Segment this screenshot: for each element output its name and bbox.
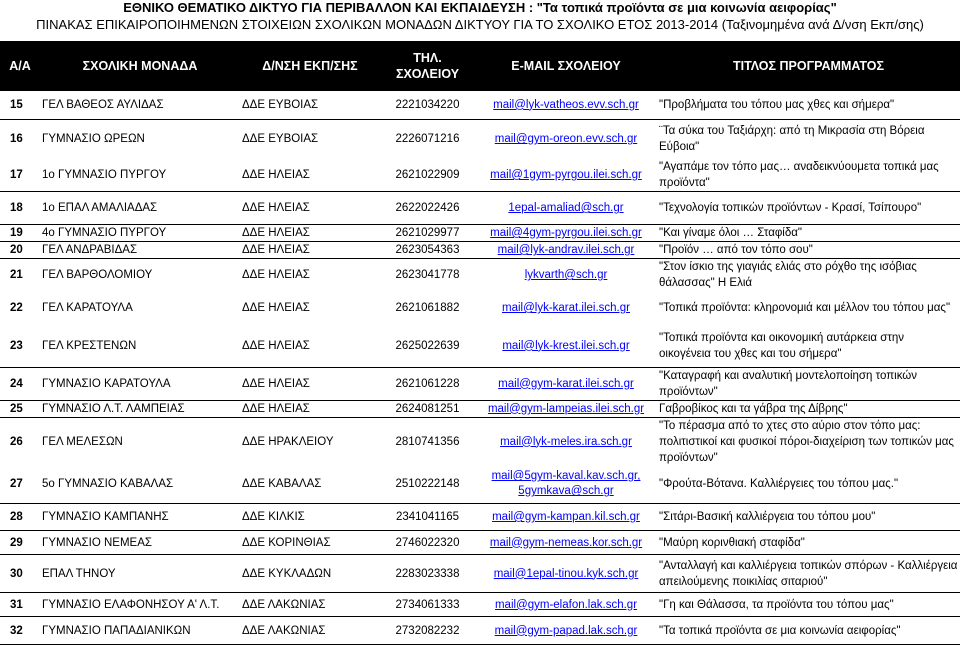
directorate: ΔΔΕ ΗΛΕΙΑΣ	[240, 192, 380, 225]
email-link[interactable]: mail@5gym-kaval.kav.sch.gr, 5gymkava@sch.gr	[475, 466, 657, 504]
row-number: 23	[0, 325, 40, 367]
document-title: ΕΘΝΙΚΟ ΘΕΜΑΤΙΚΟ ΔΙΚΤΥΟ ΓΙΑ ΠΕΡΙΒΑΛΛΟΝ ΚΑΙ ΕΚΠΑΙΔΕΥΣΗ : "Τα τοπικά προϊόντα σε μια κοινωνία αειφορίας"	[123, 0, 837, 15]
row-number: 16	[10, 133, 23, 146]
column-header-email: E-MAIL ΣΧΟΛΕΙΟΥ	[475, 41, 657, 91]
program-title: "Στον ίσκιο της γιαγιάς ελιάς στο ρόχθο της ισόβιας θάλασσας" Η Ελιά	[659, 261, 917, 289]
row-number: 26	[10, 435, 23, 448]
school-name: ΓΥΜΝΑΣΙΟ ΠΑΠΑΔΙΑΝΙΚΩΝ	[40, 617, 240, 645]
program-title: "Μαύρη κορινθιακή σταφίδα"	[657, 531, 960, 555]
email-link[interactable]: mail@4gym-pyrgou.ilei.sch.gr	[475, 225, 657, 242]
email-link[interactable]: mail@gym-lampeias.ilei.sch.gr	[475, 400, 657, 417]
row-number: 21	[10, 269, 23, 281]
program-title: ¨Τα σύκα του Ταξιάρχη: από τη Μικρασία στη Βόρεια Εύβοια"	[659, 125, 925, 154]
email-link[interactable]: mail@lyk-meles.ira.sch.gr	[500, 435, 632, 448]
phone-number: 2621061228	[380, 367, 475, 400]
email-link[interactable]: mail@gym-karat.ilei.sch.gr	[475, 367, 657, 400]
phone-number: 2732082232	[380, 617, 475, 645]
directorate: ΔΔΕ ΗΛΕΙΑΣ	[240, 225, 380, 242]
school-name: ΓΥΜΝΑΣΙΟ ΝΕΜΕΑΣ	[40, 531, 240, 555]
column-header-program: ΤΙΤΛΟΣ ΠΡΟΓΡΑΜΜΑΤΟΣ	[657, 41, 960, 91]
email-link[interactable]: 1epal-amaliad@sch.gr	[475, 192, 657, 225]
school-name: ΓΕΛ ΜΕΛΕΣΩΝ	[42, 435, 123, 448]
school-name: ΓΥΜΝΑΣΙΟ ΩΡΕΩΝ	[42, 133, 145, 146]
directorate: ΔΔΕ ΚΑΒΑΛΑΣ	[240, 466, 380, 504]
row-number: 19	[0, 225, 40, 242]
row-number: 15	[0, 91, 40, 119]
table-row	[0, 531, 960, 555]
directorate: ΔΔΕ ΚΙΛΚΙΣ	[240, 504, 380, 531]
email-link[interactable]: mail@lyk-vatheos.evv.sch.gr	[475, 91, 657, 119]
program-title: "Τοπικά προϊόντα και οικονομική αυτάρκεια στην οικογένεια του χθες και του σήμερα"	[657, 325, 960, 367]
table-row	[0, 400, 960, 417]
email-link[interactable]: mail@1gym-pyrgou.ilei.sch.gr	[475, 159, 657, 192]
email-link[interactable]: mail@1epal-tinou.kyk.sch.gr	[475, 555, 657, 593]
school-name: ΕΠΑΛ ΤΗΝΟΥ	[40, 555, 240, 593]
phone-number: 2226071216	[395, 133, 460, 146]
program-title: "Αγαπάμε τον τόπο μας… αναδεικνύουμετα τοπικά μας προϊόντα"	[657, 159, 960, 192]
phone-number: 2625022639	[380, 325, 475, 367]
document-subtitle: ΠΙΝΑΚΑΣ ΕΠΙΚΑΙΡΟΠΟΙΗΜΕΝΩΝ ΣΤΟΙΧΕΙΩΝ ΣΧΟΛΙΚΩΝ ΜΟΝΑΔΩΝ ΔΙΚΤΥΟΥ ΓΙΑ ΤΟ ΣΧΟΛΙΚΟ ΕΤΟΣ 2013-2014 (Ταξινομημένα ανά Δ/νση Εκπ/σης)	[36, 17, 924, 32]
directorate: ΔΔΕ ΛΑΚΩΝΙΑΣ	[240, 593, 380, 617]
program-title: "Τοπικά προϊόντα: κληρονομιά και μέλλον του τόπου μας"	[659, 302, 951, 314]
program-title: "Προβλήματα του τόπου μας χθες και σήμερα"	[657, 91, 960, 119]
table-row	[0, 417, 960, 466]
program-title: "Τεχνολογία τοπικών προϊόντων - Κρασί, Τσίπουρο"	[657, 192, 960, 225]
directorate: ΔΔΕ ΗΛΕΙΑΣ	[240, 242, 380, 259]
email-link[interactable]: mail@gym-oreon.evv.sch.gr	[494, 133, 638, 146]
program-title: "Καταγραφή και αναλυτική μοντελοποίηση τοπικών προϊόντων"	[657, 367, 960, 400]
school-name: 1ο ΕΠΑΛ ΑΜΑΛΙΑΔΑΣ	[40, 192, 240, 225]
directorate: ΔΔΕ ΗΛΕΙΑΣ	[240, 159, 380, 192]
table-row	[0, 504, 960, 531]
phone-number: 2621029977	[380, 225, 475, 242]
program-title: "Και γίναμε όλοι … Σταφίδα"	[657, 225, 960, 242]
email-link[interactable]: mail@lyk-krest.ilei.sch.gr	[475, 325, 657, 367]
schools-table	[0, 41, 960, 645]
directorate: ΔΔΕ ΗΛΕΙΑΣ	[242, 302, 310, 314]
phone-number: 2622022426	[380, 192, 475, 225]
row-number: 32	[0, 617, 40, 645]
phone-number: 2221034220	[380, 91, 475, 119]
program-title: "Φρούτα-Βότανα. Καλλιέργειες του τόπου μας."	[657, 466, 960, 504]
phone-number: 2623054363	[380, 242, 475, 259]
school-name: 4ο ΓΥΜΝΑΣΙΟ ΠΥΡΓΟΥ	[40, 225, 240, 242]
row-number: 30	[0, 555, 40, 593]
column-header-phone: ΤΗΛ. ΣΧΟΛΕΙΟΥ	[380, 41, 475, 91]
email-link[interactable]: mail@gym-nemeas.kor.sch.gr	[475, 531, 657, 555]
table-row	[0, 119, 960, 159]
directorate: ΔΔΕ ΗΛΕΙΑΣ	[240, 325, 380, 367]
table-row	[0, 242, 960, 259]
directorate: ΔΔΕ ΗΛΕΙΑΣ	[240, 400, 380, 417]
table-row	[0, 91, 960, 119]
row-number: 17	[0, 159, 40, 192]
phone-number: 2623041778	[395, 269, 460, 281]
table-row	[0, 225, 960, 242]
phone-number: 2341041165	[380, 504, 475, 531]
directorate: ΔΔΕ ΚΟΡΙΝΘΙΑΣ	[240, 531, 380, 555]
phone-number: 2734061333	[380, 593, 475, 617]
table-header-row	[0, 41, 960, 91]
row-number: 18	[0, 192, 40, 225]
school-name: ΓΕΛ ΒΑΘΕΟΣ ΑΥΛΙΔΑΣ	[40, 91, 240, 119]
table-row	[0, 593, 960, 617]
school-name: ΓΥΜΝΑΣΙΟ ΚΑΡΑΤΟΥΛΑ	[40, 367, 240, 400]
table-row	[0, 325, 960, 367]
directorate: ΔΔΕ ΛΑΚΩΝΙΑΣ	[240, 617, 380, 645]
phone-number: 2283023338	[380, 555, 475, 593]
school-name: 1ο ΓΥΜΝΑΣΙΟ ΠΥΡΓΟΥ	[40, 159, 240, 192]
row-number: 25	[0, 400, 40, 417]
email-link[interactable]: mail@lyk-andrav.ilei.sch.gr	[475, 242, 657, 259]
table-row	[0, 192, 960, 225]
program-title: "Γη και Θάλασσα, τα προϊόντα του τόπου μας"	[657, 593, 960, 617]
school-name: 5ο ΓΥΜΝΑΣΙΟ ΚΑΒΑΛΑΣ	[40, 466, 240, 504]
row-number: 31	[0, 593, 40, 617]
row-number: 29	[0, 531, 40, 555]
row-number: 27	[0, 466, 40, 504]
program-title: "Τα τοπικά προϊόντα σε μια κοινωνία αειφορίας"	[657, 617, 960, 645]
directorate: ΔΔΕ ΗΛΕΙΑΣ	[242, 269, 310, 281]
phone-number: 2621061882	[395, 302, 460, 314]
school-name: ΓΥΜΝΑΣΙΟ ΕΛΑΦΟΝΗΣΟΥ Α' Λ.Τ.	[40, 593, 240, 617]
program-title: "Προϊόν … από τον τόπο σου"	[657, 242, 960, 259]
column-header-directorate: Δ/ΝΣΗ ΕΚΠ/ΣΗΣ	[240, 41, 380, 91]
phone-number: 2510222148	[380, 466, 475, 504]
table-row	[0, 617, 960, 645]
directorate: ΔΔΕ ΚΥΚΛΑΔΩΝ	[240, 555, 380, 593]
school-name: ΓΕΛ ΚΑΡΑΤΟΥΛΑ	[42, 302, 133, 314]
phone-number: 2624081251	[380, 400, 475, 417]
directorate: ΔΔΕ ΕΥΒΟΙΑΣ	[240, 91, 380, 119]
phone-number: 2746022320	[380, 531, 475, 555]
school-name: ΓΕΛ ΑΝΔΡΑΒΙΔΑΣ	[40, 242, 240, 259]
program-title: "Σιτάρι-Βασική καλλιέργεια του τόπου μου"	[657, 504, 960, 531]
phone-number: 2621022909	[380, 159, 475, 192]
directorate: ΔΔΕ ΗΡΑΚΛΕΙΟΥ	[242, 435, 334, 448]
directorate: ΔΔΕ ΕΥΒΟΙΑΣ	[242, 133, 319, 146]
school-name: ΓΥΜΝΑΣΙΟ ΚΑΜΠΑΝΗΣ	[40, 504, 240, 531]
row-number: 28	[0, 504, 40, 531]
column-header-aa: Α/Α	[0, 41, 40, 91]
table-row	[0, 555, 960, 593]
program-title: Γαβροβίκος και τα γάβρα της Δίβρης"	[657, 400, 960, 417]
email-link[interactable]: mail@lyk-karat.ilei.sch.gr	[502, 302, 630, 314]
school-name: ΓΥΜΝΑΣΙΟ Λ.Τ. ΛΑΜΠΕΙΑΣ	[40, 400, 240, 417]
school-name: ΓΕΛ ΚΡΕΣΤΕΝΩΝ	[40, 325, 240, 367]
email-link[interactable]: mail@gym-kampan.kil.sch.gr	[475, 504, 657, 531]
program-title: "Ανταλλαγή και καλλιέργεια τοπικών σπόρων - Καλλιέργεια απειλούμενης ποικιλίας σιταριού"	[657, 555, 960, 593]
directorate: ΔΔΕ ΗΛΕΙΑΣ	[240, 367, 380, 400]
column-header-school: ΣΧΟΛΙΚΗ ΜΟΝΑΔΑ	[40, 41, 240, 91]
program-title: "Το πέρασμα από το χτες στο αύριο στον τόπο μας: πολιτιστικοί και φυσικοί πόροι-διαχείριση των τοπικών μας προϊόντων"	[659, 419, 954, 464]
school-name: ΓΕΛ ΒΑΡΘΟΛΟΜΙΟΥ	[42, 269, 153, 281]
table-row	[0, 466, 960, 504]
email-link[interactable]: mail@gym-papad.lak.sch.gr	[475, 617, 657, 645]
table-row	[0, 291, 960, 325]
email-link[interactable]: lykvarth@sch.gr	[524, 269, 608, 281]
row-number: 24	[0, 367, 40, 400]
table-row	[0, 367, 960, 400]
email-link[interactable]: mail@gym-elafon.lak.sch.gr	[475, 593, 657, 617]
phone-number: 2810741356	[395, 435, 460, 448]
table-row	[0, 259, 960, 292]
table-row	[0, 159, 960, 192]
row-number: 22	[10, 302, 23, 314]
row-number: 20	[0, 242, 40, 259]
